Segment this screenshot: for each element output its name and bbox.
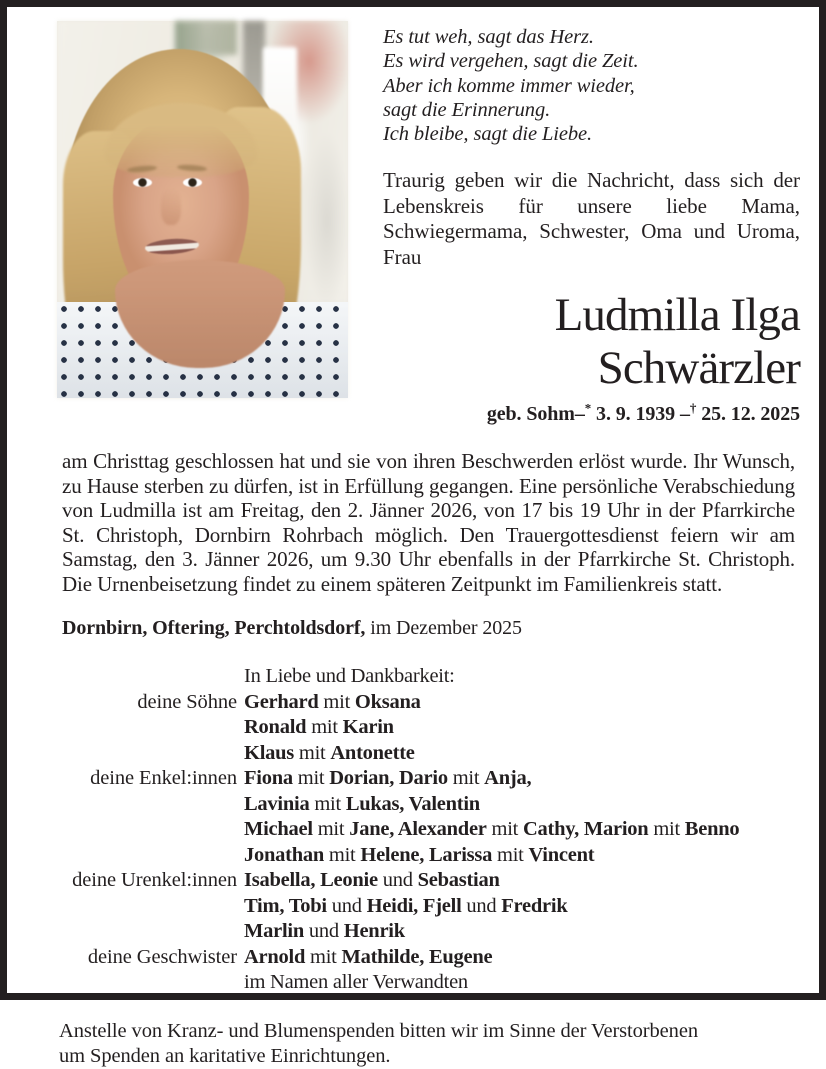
family-row (57, 766, 800, 792)
family-row (57, 970, 800, 996)
donation-line-1: Anstelle von Kranz- und Blumenspenden bitten wir im Sinne der Verstorbenen (59, 1019, 698, 1042)
family-member-names: Isabella, Leonie und Sebastian (244, 869, 500, 892)
deceased-given-names: Ludmilla Ilga (554, 289, 800, 342)
deceased-name-block (383, 289, 800, 426)
family-relation-label: deine Söhne (137, 690, 237, 713)
family-member-names: Marlin und Henrik (244, 920, 405, 943)
poem-line-2: Es wird vergehen, sagt die Zeit. (383, 50, 639, 73)
family-member-names: Fiona mit Dorian, Dario mit Anja, (244, 767, 532, 790)
header-text-column (383, 21, 800, 426)
maiden-name: geb. Sohm (486, 403, 575, 426)
family-rows-container (57, 690, 800, 996)
family-relation-label: deine Enkel:innen (90, 767, 237, 790)
donation-line-2: um Spenden an karitative Einrichtungen. (59, 1044, 391, 1067)
family-row (57, 945, 800, 971)
family-member-names: Lavinia mit Lukas, Valentin (244, 792, 480, 815)
family-relation-label: deine Urenkel:innen (72, 869, 237, 892)
family-member-names: Gerhard mit Oksana (244, 690, 421, 713)
notice-month: im Dezember 2025 (370, 617, 522, 640)
family-row (57, 792, 800, 818)
family-relation-label: deine Geschwister (87, 945, 237, 968)
announcement-intro: Traurig geben wir die Nachricht, dass sich der Lebenskreis für unsere liebe Mama, Schwiegermama, Schwester, Oma und Uroma, Frau (383, 168, 800, 269)
birth-star-icon: * (584, 400, 592, 416)
donation-request (59, 1019, 800, 1069)
family-heading: In Liebe und Dankbarkeit: (244, 665, 455, 688)
poem-line-5: Ich bleibe, sagt die Liebe. (383, 123, 593, 146)
family-list (57, 664, 800, 996)
dates-dash-2: – (679, 403, 690, 426)
poem-line-3: Aber ich komme immer wieder, (383, 74, 635, 97)
family-row (57, 817, 800, 843)
family-member-names: im Namen aller Verwandten (244, 971, 468, 994)
place-and-date-line (62, 617, 800, 640)
death-date: 25. 12. 2025 (701, 403, 800, 426)
family-member-names: Ronald mit Karin (244, 716, 394, 739)
photo-vignette (57, 21, 348, 398)
birth-date: 3. 9. 1939 (596, 403, 676, 426)
place-names: Dornbirn, Oftering, Perchtoldsdorf, (62, 617, 366, 640)
family-heading-row (57, 664, 800, 690)
notice-header-area (57, 21, 800, 426)
notice-inner (7, 7, 819, 1067)
memorial-poem (383, 25, 800, 146)
birth-death-dates (383, 400, 800, 426)
family-row (57, 868, 800, 894)
deceased-surname: Schwärzler (597, 342, 800, 395)
death-cross-icon: † (689, 400, 697, 416)
poem-line-4: sagt die Erinnerung. (383, 98, 551, 121)
family-member-names: Michael mit Jane, Alexander mit Cathy, Marion mit Benno (244, 818, 740, 841)
family-row (57, 919, 800, 945)
announcement-body: am Christtag geschlossen hat und sie von ihren Beschwerden erlöst wurde. Ihr Wunsch, zu Hause sterben zu dürfen, ist in Erfüllung gegangen. Eine persönliche Verabschiedung von Ludmilla ist am Freitag, den 2. Jänner 2026, von 17 bis 19 Uhr in der Pfarrkirche St. Christoph, Dornbirn Rohrbach möglich. Den Trauergottesdienst feiern wir am Samstag, den 3. Jänner 2026, um 9.30 Uhr ebenfalls in der Pfarrkirche St. Christoph. Die Urnenbeisetzung findet zu einem späteren Zeitpunkt im Familienkreis statt. (62, 449, 795, 596)
portrait-photo (57, 21, 348, 398)
family-member-names: Arnold mit Mathilde, Eugene (244, 945, 493, 968)
family-row (57, 894, 800, 920)
family-member-names: Klaus mit Antonette (244, 741, 415, 764)
poem-line-1: Es tut weh, sagt das Herz. (383, 26, 594, 48)
dates-dash-1: – (574, 403, 585, 426)
family-row (57, 741, 800, 767)
family-member-names: Jonathan mit Helene, Larissa mit Vincent (244, 843, 595, 866)
family-row (57, 843, 800, 869)
family-row (57, 715, 800, 741)
family-member-names: Tim, Tobi und Heidi, Fjell und Fredrik (244, 894, 568, 917)
family-row (57, 690, 800, 716)
